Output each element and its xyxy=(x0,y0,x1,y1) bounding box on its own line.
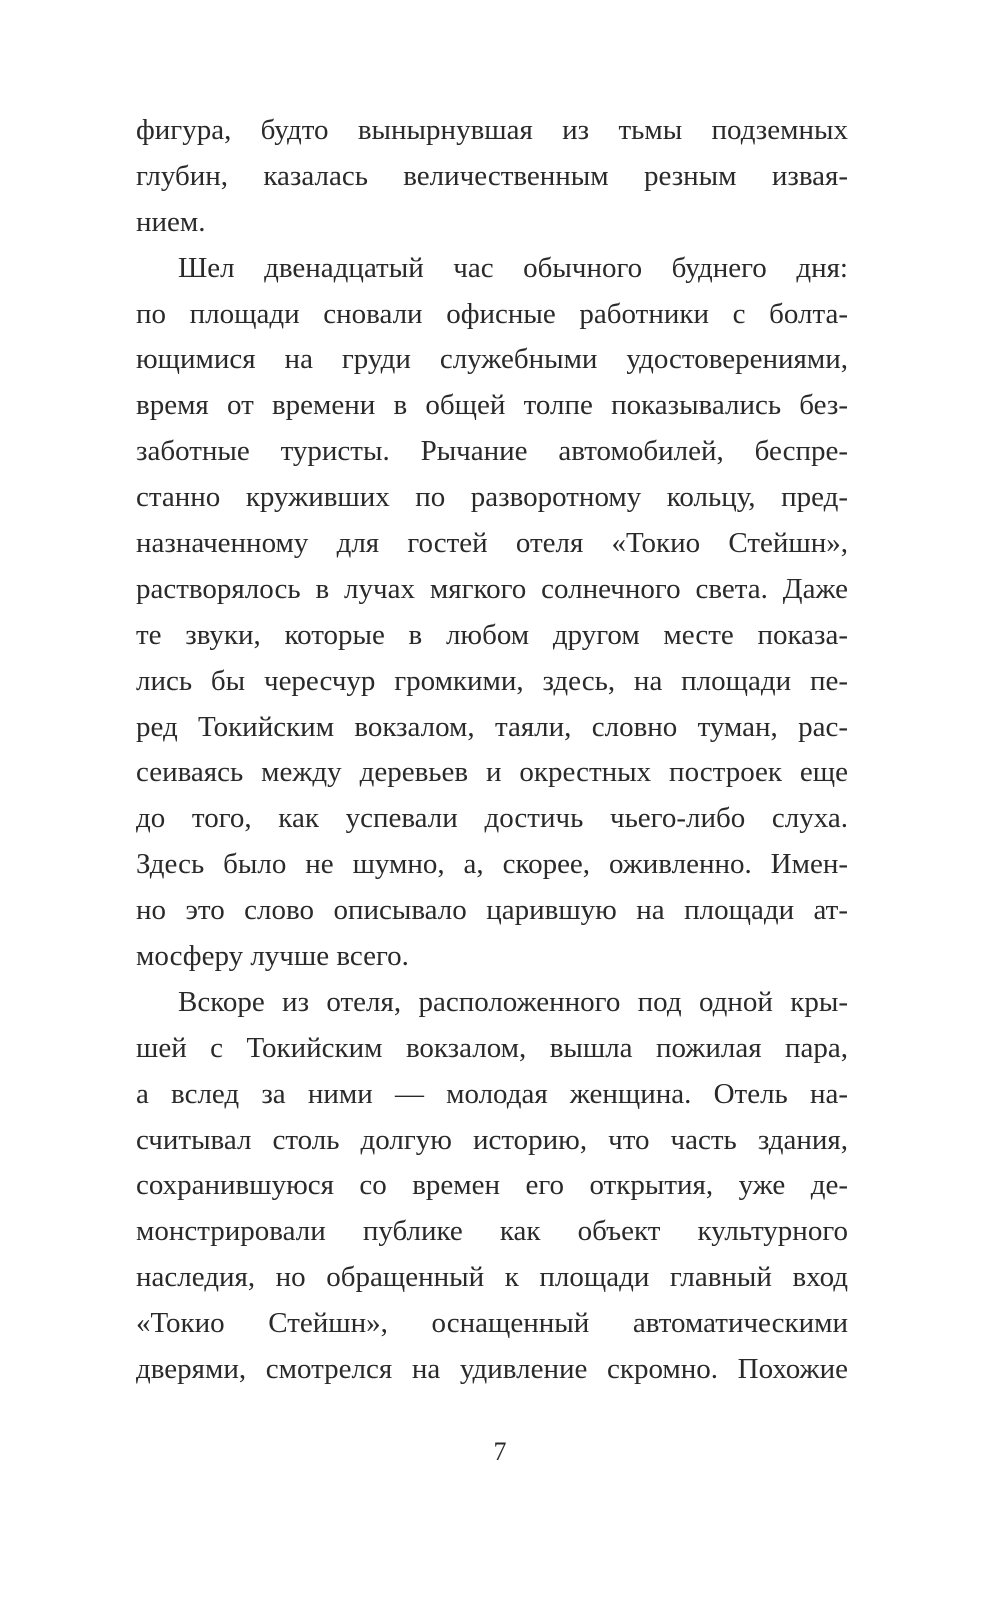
text-line: сохранившуюся со времен его открытия, уже де- xyxy=(136,1169,848,1202)
text-line: растворялось в лучах мягкого солнечного света. Даже xyxy=(136,572,848,605)
text-line: наследия, но обращенный к площади главный вход xyxy=(136,1261,848,1294)
text-line: но это слово описывало царившую на площади ат- xyxy=(136,894,848,927)
text-line: лись бы чересчур громкими, здесь, на площади пе- xyxy=(136,664,848,697)
text-line: ред Токийским вокзалом, таяли, словно туман, рас- xyxy=(136,710,848,743)
paragraph-2 xyxy=(136,246,848,980)
text-line: глубин, казалась величественным резным извая- xyxy=(136,159,848,192)
text-line: дверями, смотрелся на удивление скромно. Похожие xyxy=(136,1353,848,1386)
text-line: монстрировали публике как объект культурного xyxy=(136,1215,848,1248)
text-line: время от времени в общей толпе показывались без- xyxy=(136,389,848,422)
text-line: а вслед за ними — молодая женщина. Отель на- xyxy=(136,1077,848,1110)
text-line: Шел двенадцатый час обычного буднего дня: xyxy=(178,251,848,284)
text-line: считывал столь долгую историю, что часть здания, xyxy=(136,1123,848,1156)
paragraph-1 xyxy=(136,108,848,246)
page-number: 7 xyxy=(493,1437,507,1466)
text-line: шей с Токийским вокзалом, вышла пожилая пара, xyxy=(136,1031,848,1064)
text-line: мосферу лучше всего. xyxy=(136,940,409,973)
text-line: нием. xyxy=(136,205,206,238)
text-line: по площади сновали офисные работники с болта- xyxy=(136,297,848,330)
text-line: до того, как успевали достичь чьего-либо слуха. xyxy=(136,802,848,835)
text-line: «Токио Стейшн», оснащенный автоматическими xyxy=(136,1307,848,1340)
text-line: назначенному для гостей отеля «Токио Стейшн», xyxy=(136,527,848,560)
text-line: сеиваясь между деревьев и окрестных построек еще xyxy=(136,756,848,789)
paragraph-3 xyxy=(136,980,848,1393)
text-line: Здесь было не шумно, а, скорее, оживленно. Имен- xyxy=(136,848,848,881)
text-line: ющимися на груди служебными удостоверениями, xyxy=(136,343,848,376)
text-line: заботные туристы. Рычание автомобилей, беспре- xyxy=(136,435,848,468)
body-text xyxy=(136,108,848,1393)
text-line: станно круживших по разворотному кольцу, пред- xyxy=(136,481,848,514)
text-line: те звуки, которые в любом другом месте показа- xyxy=(136,618,848,651)
text-line: Вскоре из отеля, расположенного под одной кры- xyxy=(178,985,848,1018)
text-line: фигура, будто вынырнувшая из тьмы подземных xyxy=(136,114,848,146)
